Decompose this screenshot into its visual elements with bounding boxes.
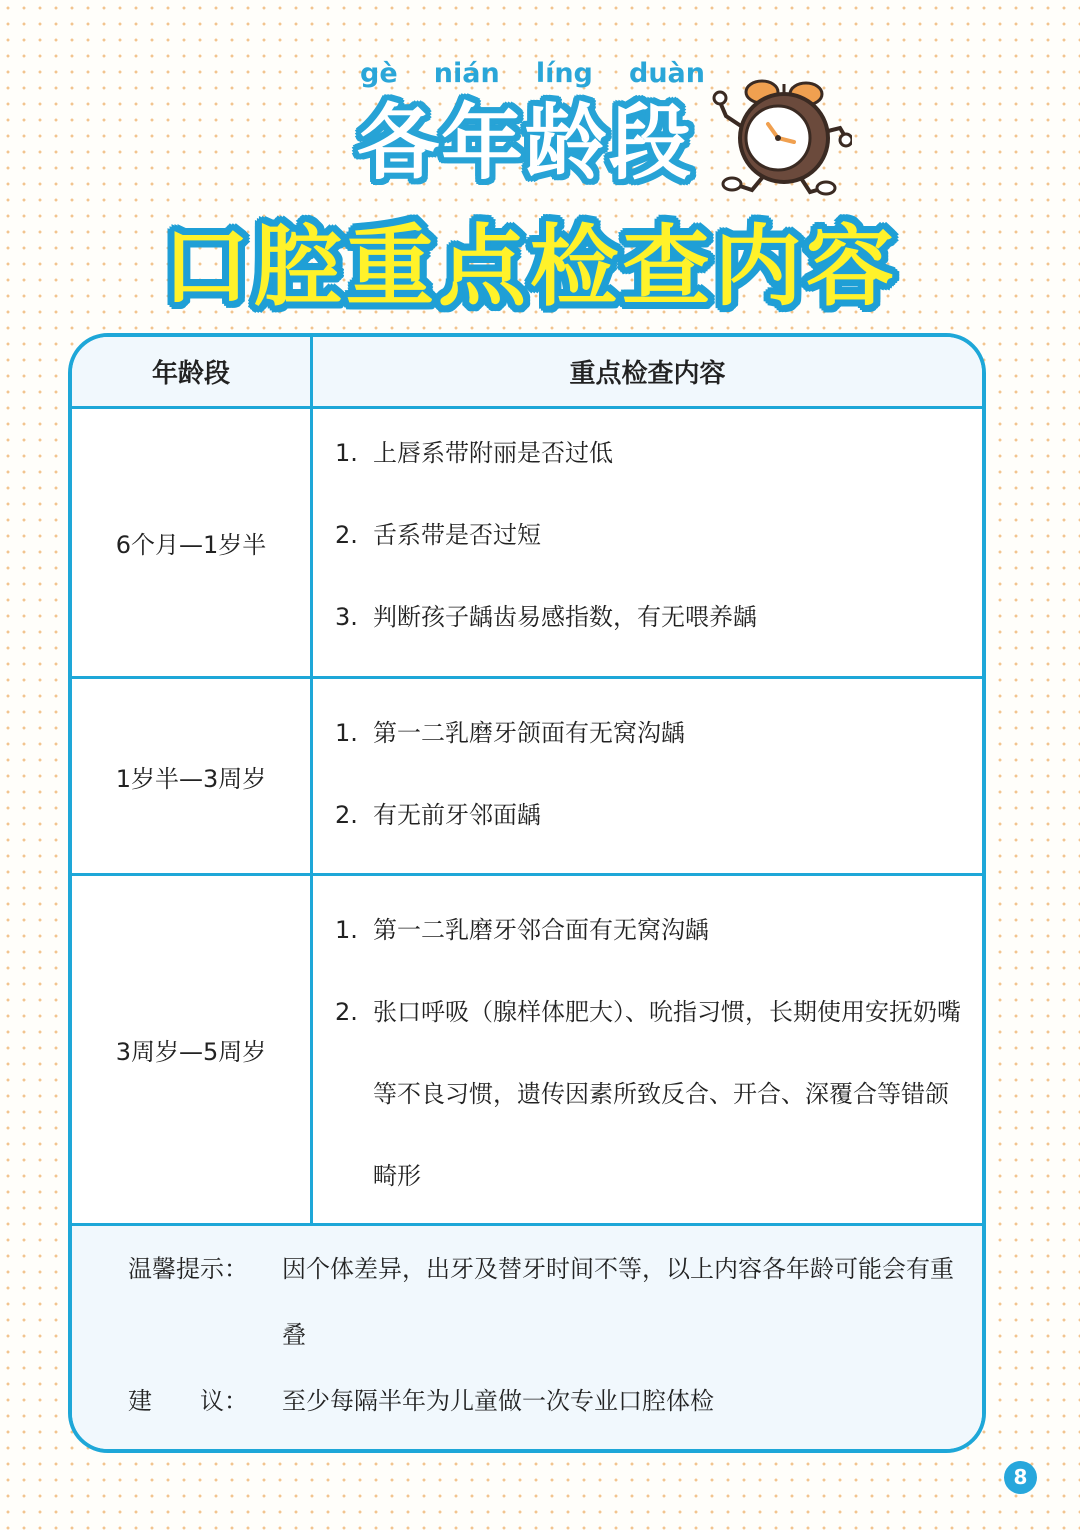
page-title-line2: 口腔重点检查内容 <box>161 215 898 318</box>
header-content: 重点检查内容 <box>569 359 726 389</box>
pinyin-syllable: gè <box>360 58 398 89</box>
check-list <box>313 876 982 1223</box>
item-text: 张口呼吸（腺样体肥大）、吮指习惯，长期使用安抚奶嘴等不良习惯，遗传因素所致反合、开合、深覆合等错颌畸形 <box>373 998 961 1190</box>
page-title-line1: 各年龄段 <box>356 96 693 191</box>
item-number: 1. <box>335 719 358 747</box>
item-number: 2. <box>335 998 358 1026</box>
page-number-badge: 8 <box>1004 1461 1037 1494</box>
advice-label: 建 议： <box>128 1387 248 1415</box>
pinyin-syllable: líng <box>535 58 593 89</box>
item-text: 第一二乳磨牙颌面有无窝沟龋 <box>373 719 685 747</box>
table-row <box>72 409 982 679</box>
item-text: 判断孩子龋齿易感指数，有无喂养龋 <box>373 603 757 631</box>
tip-line <box>128 1236 968 1368</box>
list-item <box>335 576 982 658</box>
list-item <box>335 692 982 774</box>
tip-text: 因个体差异，出牙及替牙时间不等，以上内容各年龄可能会有重叠 <box>282 1255 954 1349</box>
table-row <box>72 876 982 1226</box>
item-number: 3. <box>335 603 358 631</box>
exam-table <box>68 333 986 1453</box>
item-number: 1. <box>335 916 358 944</box>
notes-section <box>72 1226 982 1453</box>
list-item <box>335 774 982 856</box>
list-item <box>335 889 982 971</box>
item-text: 第一二乳磨牙邻合面有无窝沟龋 <box>373 916 709 944</box>
item-number: 2. <box>335 521 358 549</box>
list-item <box>335 971 982 1217</box>
age-range: 1岁半—3周岁 <box>72 679 313 873</box>
list-item <box>335 412 982 494</box>
alarm-clock-mascot-icon <box>712 72 852 202</box>
list-item <box>335 494 982 576</box>
pinyin-syllable: duàn <box>629 58 705 89</box>
item-text: 有无前牙邻面龋 <box>373 801 541 829</box>
title-pinyin <box>360 58 705 98</box>
tip-label: 温馨提示： <box>128 1255 248 1283</box>
check-list <box>313 409 982 676</box>
header-age: 年龄段 <box>72 337 313 406</box>
item-text: 上唇系带附丽是否过低 <box>373 439 613 467</box>
advice-text: 至少每隔半年为儿童做一次专业口腔体检 <box>282 1387 714 1415</box>
item-number: 1. <box>335 439 358 467</box>
check-list <box>313 679 982 873</box>
pinyin-syllable: nián <box>433 58 500 89</box>
age-range: 3周岁—5周岁 <box>72 876 313 1223</box>
table-header-row <box>72 337 982 409</box>
advice-line <box>128 1368 968 1434</box>
table-row <box>72 679 982 876</box>
item-text: 舌系带是否过短 <box>373 521 541 549</box>
item-number: 2. <box>335 801 358 829</box>
age-range: 6个月—1岁半 <box>72 409 313 676</box>
